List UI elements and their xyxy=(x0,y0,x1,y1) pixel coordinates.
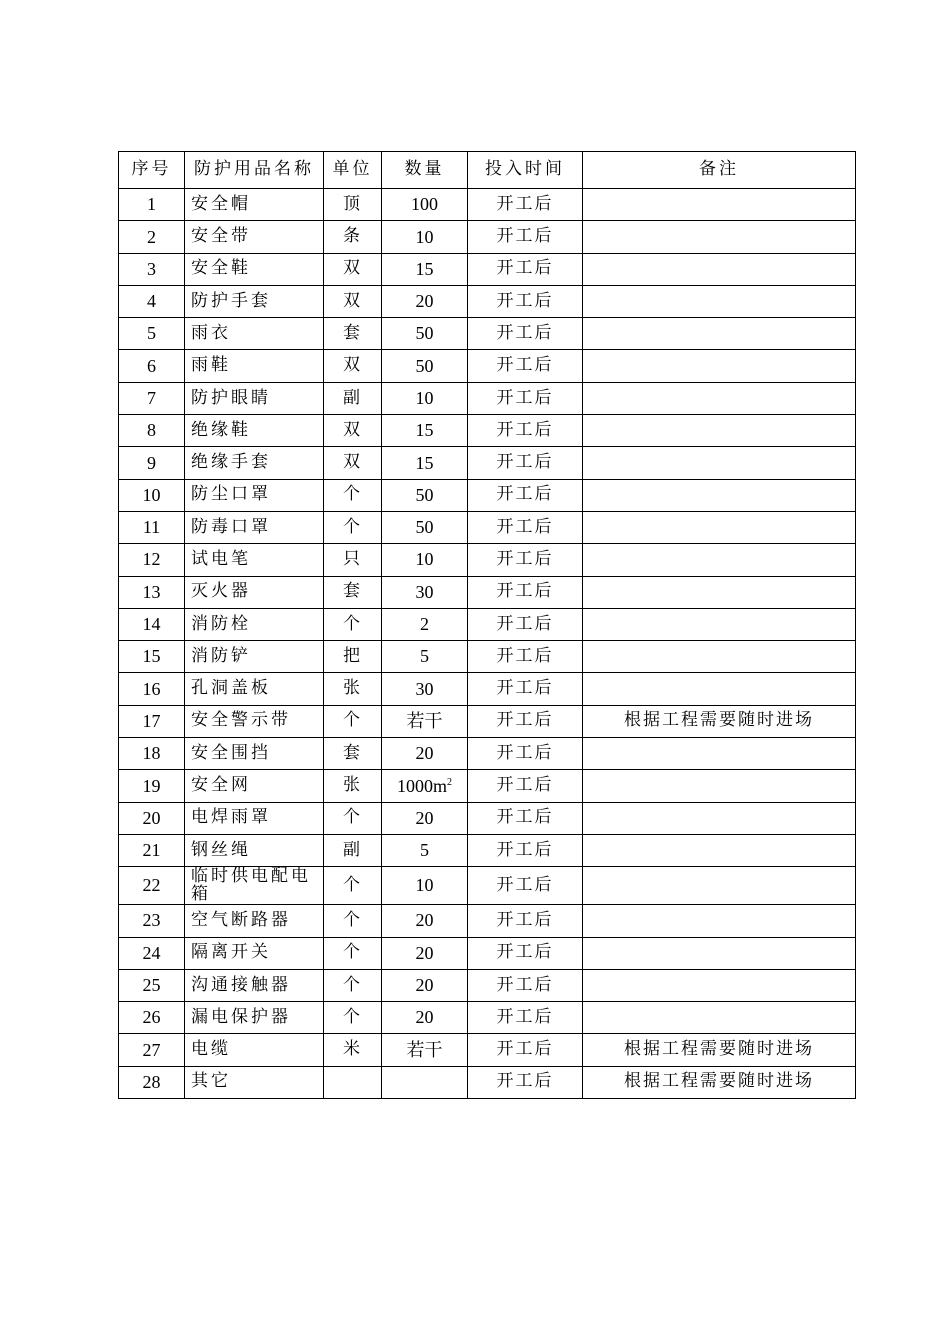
cell-qty: 20 xyxy=(382,937,468,969)
cell-qty: 2 xyxy=(382,608,468,640)
qty-superscript: 2 xyxy=(447,776,452,788)
cell-seq: 27 xyxy=(119,1034,185,1066)
header-seq: 序号 xyxy=(119,152,185,189)
cell-unit: 双 xyxy=(324,285,382,317)
cell-name: 安全帽 xyxy=(185,189,324,221)
cell-unit: 个 xyxy=(324,969,382,1001)
cell-qty xyxy=(382,770,468,802)
cell-unit: 个 xyxy=(324,937,382,969)
cell-time: 开工后 xyxy=(468,318,583,350)
cell-note xyxy=(583,479,856,511)
cell-qty: 20 xyxy=(382,285,468,317)
table-row xyxy=(119,285,856,317)
cell-note xyxy=(583,641,856,673)
header-qty: 数量 xyxy=(382,152,468,189)
cell-seq: 24 xyxy=(119,937,185,969)
cell-time: 开工后 xyxy=(468,937,583,969)
cell-qty: 10 xyxy=(382,221,468,253)
cell-seq: 5 xyxy=(119,318,185,350)
cell-time: 开工后 xyxy=(468,576,583,608)
cell-time: 开工后 xyxy=(468,705,583,737)
cell-qty: 5 xyxy=(382,834,468,866)
cell-qty: 15 xyxy=(382,415,468,447)
header-note: 备注 xyxy=(583,152,856,189)
table-header-row xyxy=(119,152,856,189)
cell-qty xyxy=(382,1066,468,1098)
cell-time: 开工后 xyxy=(468,1066,583,1098)
protective-equipment-table-container xyxy=(118,151,855,1099)
table-row xyxy=(119,221,856,253)
cell-qty: 20 xyxy=(382,905,468,937)
cell-time: 开工后 xyxy=(468,189,583,221)
cell-name: 试电笔 xyxy=(185,544,324,576)
cell-note xyxy=(583,937,856,969)
cell-qty: 50 xyxy=(382,479,468,511)
cell-note xyxy=(583,253,856,285)
cell-seq: 7 xyxy=(119,382,185,414)
table-row xyxy=(119,770,856,802)
cell-time: 开工后 xyxy=(468,905,583,937)
table-row xyxy=(119,937,856,969)
table-row xyxy=(119,479,856,511)
cell-unit: 个 xyxy=(324,705,382,737)
table-row xyxy=(119,447,856,479)
cell-name: 雨鞋 xyxy=(185,350,324,382)
cell-unit: 个 xyxy=(324,905,382,937)
cell-note xyxy=(583,867,856,905)
cell-unit: 条 xyxy=(324,221,382,253)
cell-qty: 20 xyxy=(382,802,468,834)
cell-unit: 米 xyxy=(324,1034,382,1066)
table-row xyxy=(119,253,856,285)
cell-qty: 15 xyxy=(382,253,468,285)
cell-seq: 6 xyxy=(119,350,185,382)
cell-time: 开工后 xyxy=(468,544,583,576)
cell-unit: 顶 xyxy=(324,189,382,221)
table-row xyxy=(119,318,856,350)
cell-seq: 9 xyxy=(119,447,185,479)
table-row xyxy=(119,673,856,705)
cell-seq: 4 xyxy=(119,285,185,317)
cell-qty: 15 xyxy=(382,447,468,479)
table-body xyxy=(119,189,856,1099)
cell-name: 安全鞋 xyxy=(185,253,324,285)
cell-time: 开工后 xyxy=(468,479,583,511)
table-row xyxy=(119,350,856,382)
cell-seq: 11 xyxy=(119,511,185,543)
cell-unit: 双 xyxy=(324,253,382,285)
cell-name: 安全围挡 xyxy=(185,738,324,770)
table-row xyxy=(119,641,856,673)
cell-note xyxy=(583,802,856,834)
cell-unit: 个 xyxy=(324,608,382,640)
cell-seq: 15 xyxy=(119,641,185,673)
cell-name: 防毒口罩 xyxy=(185,511,324,543)
cell-qty: 50 xyxy=(382,350,468,382)
cell-seq: 16 xyxy=(119,673,185,705)
cell-name: 隔离开关 xyxy=(185,937,324,969)
cell-unit: 套 xyxy=(324,576,382,608)
cell-unit: 套 xyxy=(324,738,382,770)
cell-qty: 20 xyxy=(382,969,468,1001)
cell-unit: 双 xyxy=(324,350,382,382)
table-row xyxy=(119,415,856,447)
cell-name: 电缆 xyxy=(185,1034,324,1066)
cell-qty: 30 xyxy=(382,576,468,608)
cell-unit: 个 xyxy=(324,1002,382,1034)
table-row xyxy=(119,189,856,221)
header-time: 投入时间 xyxy=(468,152,583,189)
cell-time: 开工后 xyxy=(468,641,583,673)
table-row xyxy=(119,802,856,834)
cell-note xyxy=(583,447,856,479)
cell-name: 沟通接触器 xyxy=(185,969,324,1001)
cell-unit: 双 xyxy=(324,415,382,447)
table-row xyxy=(119,705,856,737)
cell-qty: 5 xyxy=(382,641,468,673)
cell-note xyxy=(583,673,856,705)
cell-name: 孔洞盖板 xyxy=(185,673,324,705)
table-row xyxy=(119,608,856,640)
cell-time: 开工后 xyxy=(468,802,583,834)
cell-time: 开工后 xyxy=(468,511,583,543)
cell-unit xyxy=(324,1066,382,1098)
table-row xyxy=(119,1034,856,1066)
cell-seq: 12 xyxy=(119,544,185,576)
cell-note xyxy=(583,382,856,414)
cell-unit: 副 xyxy=(324,834,382,866)
cell-name: 钢丝绳 xyxy=(185,834,324,866)
cell-time: 开工后 xyxy=(468,285,583,317)
cell-note xyxy=(583,221,856,253)
cell-qty: 若干 xyxy=(382,705,468,737)
cell-qty: 20 xyxy=(382,738,468,770)
cell-unit: 个 xyxy=(324,479,382,511)
cell-time: 开工后 xyxy=(468,447,583,479)
cell-seq: 22 xyxy=(119,867,185,905)
cell-qty: 50 xyxy=(382,318,468,350)
cell-time: 开工后 xyxy=(468,673,583,705)
qty-value: 1000m xyxy=(396,775,447,796)
cell-name: 防护眼睛 xyxy=(185,382,324,414)
cell-unit: 张 xyxy=(324,673,382,705)
cell-note xyxy=(583,189,856,221)
cell-unit: 把 xyxy=(324,641,382,673)
cell-name: 绝缘手套 xyxy=(185,447,324,479)
cell-seq: 21 xyxy=(119,834,185,866)
cell-time: 开工后 xyxy=(468,608,583,640)
header-unit: 单位 xyxy=(324,152,382,189)
cell-time: 开工后 xyxy=(468,382,583,414)
cell-seq: 28 xyxy=(119,1066,185,1098)
cell-seq: 13 xyxy=(119,576,185,608)
cell-name: 消防栓 xyxy=(185,608,324,640)
cell-name: 灭火器 xyxy=(185,576,324,608)
cell-name: 临时供电配电箱 xyxy=(185,867,324,905)
table-row xyxy=(119,544,856,576)
cell-seq: 8 xyxy=(119,415,185,447)
cell-seq: 3 xyxy=(119,253,185,285)
cell-unit: 个 xyxy=(324,802,382,834)
cell-time: 开工后 xyxy=(468,867,583,905)
cell-note: 根据工程需要随时进场 xyxy=(583,1066,856,1098)
cell-note xyxy=(583,576,856,608)
table-row xyxy=(119,1066,856,1098)
cell-qty: 10 xyxy=(382,867,468,905)
table-row xyxy=(119,905,856,937)
table-row xyxy=(119,738,856,770)
table-row xyxy=(119,576,856,608)
cell-seq: 1 xyxy=(119,189,185,221)
cell-seq: 14 xyxy=(119,608,185,640)
cell-note xyxy=(583,1002,856,1034)
cell-qty: 10 xyxy=(382,382,468,414)
table-row xyxy=(119,382,856,414)
cell-note: 根据工程需要随时进场 xyxy=(583,1034,856,1066)
cell-unit: 副 xyxy=(324,382,382,414)
cell-seq: 23 xyxy=(119,905,185,937)
cell-seq: 20 xyxy=(119,802,185,834)
cell-name: 空气断路器 xyxy=(185,905,324,937)
cell-seq: 25 xyxy=(119,969,185,1001)
table-row xyxy=(119,511,856,543)
cell-note xyxy=(583,415,856,447)
cell-note xyxy=(583,285,856,317)
cell-note xyxy=(583,738,856,770)
cell-note xyxy=(583,770,856,802)
cell-note: 根据工程需要随时进场 xyxy=(583,705,856,737)
cell-name: 防护手套 xyxy=(185,285,324,317)
cell-name: 电焊雨罩 xyxy=(185,802,324,834)
cell-name: 防尘口罩 xyxy=(185,479,324,511)
cell-seq: 18 xyxy=(119,738,185,770)
cell-time: 开工后 xyxy=(468,415,583,447)
cell-time: 开工后 xyxy=(468,221,583,253)
cell-qty: 50 xyxy=(382,511,468,543)
cell-qty: 20 xyxy=(382,1002,468,1034)
cell-name: 消防铲 xyxy=(185,641,324,673)
cell-time: 开工后 xyxy=(468,350,583,382)
cell-qty: 100 xyxy=(382,189,468,221)
cell-qty: 若干 xyxy=(382,1034,468,1066)
cell-seq: 10 xyxy=(119,479,185,511)
cell-name: 漏电保护器 xyxy=(185,1002,324,1034)
cell-time: 开工后 xyxy=(468,1002,583,1034)
cell-time: 开工后 xyxy=(468,834,583,866)
cell-unit: 只 xyxy=(324,544,382,576)
cell-unit: 套 xyxy=(324,318,382,350)
cell-time: 开工后 xyxy=(468,738,583,770)
table-row xyxy=(119,1002,856,1034)
cell-note xyxy=(583,608,856,640)
cell-unit: 个 xyxy=(324,511,382,543)
cell-unit: 个 xyxy=(324,867,382,905)
cell-time: 开工后 xyxy=(468,253,583,285)
cell-qty: 10 xyxy=(382,544,468,576)
cell-unit: 双 xyxy=(324,447,382,479)
cell-note xyxy=(583,905,856,937)
table-row xyxy=(119,969,856,1001)
cell-name: 安全带 xyxy=(185,221,324,253)
cell-note xyxy=(583,834,856,866)
cell-name: 绝缘鞋 xyxy=(185,415,324,447)
cell-note xyxy=(583,318,856,350)
cell-time: 开工后 xyxy=(468,1034,583,1066)
table-row xyxy=(119,867,856,905)
header-name: 防护用品名称 xyxy=(185,152,324,189)
cell-time: 开工后 xyxy=(468,969,583,1001)
cell-note xyxy=(583,969,856,1001)
cell-seq: 17 xyxy=(119,705,185,737)
cell-note xyxy=(583,350,856,382)
cell-time: 开工后 xyxy=(468,770,583,802)
cell-name: 安全警示带 xyxy=(185,705,324,737)
cell-note xyxy=(583,544,856,576)
cell-qty: 30 xyxy=(382,673,468,705)
cell-note xyxy=(583,511,856,543)
cell-name: 其它 xyxy=(185,1066,324,1098)
cell-name: 安全网 xyxy=(185,770,324,802)
cell-unit: 张 xyxy=(324,770,382,802)
cell-name: 雨衣 xyxy=(185,318,324,350)
table-row xyxy=(119,834,856,866)
cell-seq: 26 xyxy=(119,1002,185,1034)
cell-seq: 19 xyxy=(119,770,185,802)
cell-seq: 2 xyxy=(119,221,185,253)
protective-equipment-table xyxy=(118,151,856,1099)
